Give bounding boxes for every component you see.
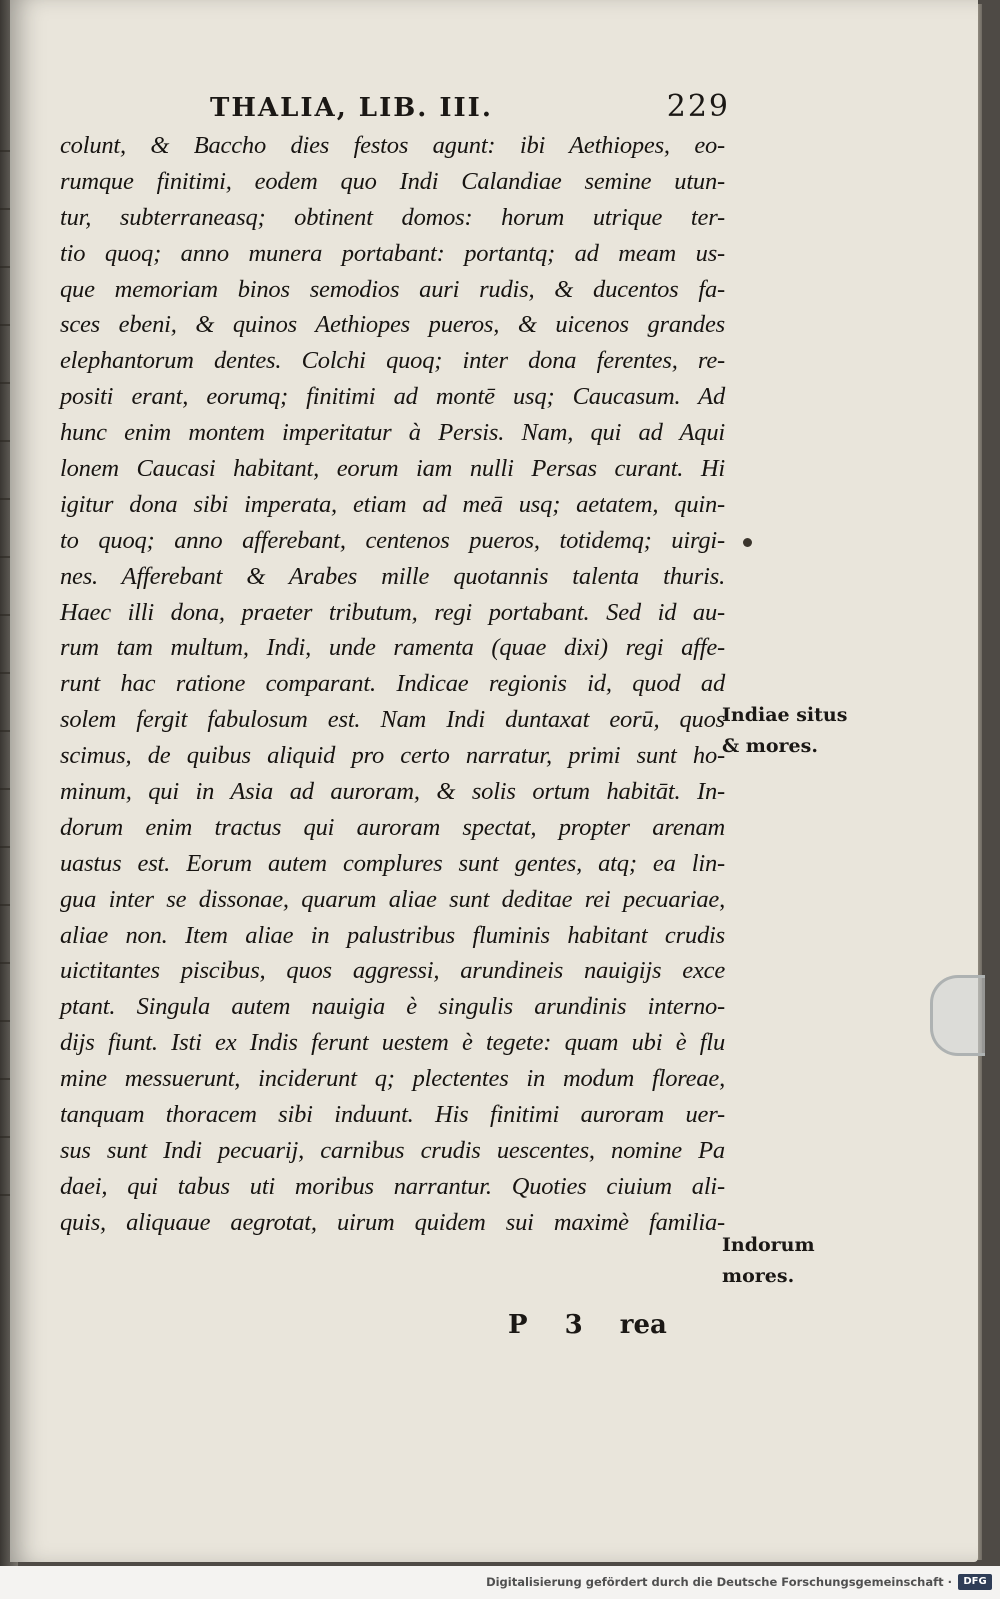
- text-line: tio quoq; anno munera portabant: portantq; ad meam us-: [60, 239, 725, 267]
- signature-mark: P 3 rea: [508, 1310, 667, 1340]
- text-line: tur, subterraneasq; obtinent domos: horum utrique ter-: [60, 203, 725, 231]
- text-line: daei, qui tabus uti moribus narrantur. Quoties ciuium ali-: [60, 1172, 725, 1200]
- text-line: runt hac ratione comparant. Indicae regionis id, quod ad: [60, 670, 725, 698]
- text-line: rum tam multum, Indi, unde ramenta (quae dixi) regi affe-: [60, 634, 725, 662]
- book-page: [10, 0, 978, 1562]
- text-line: Haec illi dona, praeter tributum, regi portabant. Sed id au-: [60, 598, 725, 626]
- text-line: quis, aliquaue aegrotat, uirum quidem sui maximè familia-: [60, 1208, 725, 1236]
- margin-note-line: & mores.: [722, 735, 818, 757]
- text-line: scimus, de quibus aliquid pro certo narratur, primi sunt ho-: [60, 742, 725, 770]
- text-line: que memoriam binos semodios auri rudis, & ducentos fa-: [60, 275, 725, 303]
- footer-bar: [0, 1566, 1000, 1599]
- text-line: minum, qui in Asia ad auroram, & solis ortum habitāt. In-: [60, 778, 725, 806]
- text-line: dorum enim tractus qui auroram spectat, propter arenam: [60, 813, 725, 841]
- text-line: sces ebeni, & quinos Aethiopes pueros, & uicenos grandes: [60, 311, 725, 339]
- text-line: to quoq; anno afferebant, centenos pueros, totidemq; uirgi-: [60, 526, 725, 554]
- text-line: nes. Afferebant & Arabes mille quotannis talenta thuris.: [60, 562, 725, 590]
- text-line: ptant. Singula autem nauigia è singulis arundinis interno-: [60, 993, 725, 1021]
- dfg-logo-icon: DFG: [958, 1574, 992, 1590]
- text-line: tanquam thoracem sibi induunt. His finitimi auroram uer-: [60, 1101, 725, 1129]
- text-line: gua inter se dissonae, quarum aliae sunt deditae rei pecuariae,: [60, 885, 725, 913]
- page-number: 229: [666, 89, 730, 124]
- page-clip: [930, 975, 985, 1056]
- text-line: elephantorum dentes. Colchi quoq; inter dona ferentes, re-: [60, 347, 725, 375]
- footer-credit: Digitalisierung gefördert durch die Deutsche Forschungsgemeinschaft ·: [486, 1575, 952, 1589]
- text-line: hunc enim montem imperitatur à Persis. Nam, qui ad Aqui: [60, 419, 725, 447]
- text-line: sus sunt Indi pecuarij, carnibus crudis uescentes, nomine Pa: [60, 1136, 725, 1164]
- text-line: lonem Caucasi habitant, eorum iam nulli Persas curant. Hi: [60, 455, 725, 483]
- margin-note-indorum: [722, 1230, 872, 1292]
- text-line: uictitantes piscibus, quos aggressi, arundineis nauigijs exce: [60, 957, 725, 985]
- body-text: [60, 128, 725, 1241]
- text-line: mine messuerunt, inciderunt q; plectentes in modum floreae,: [60, 1065, 725, 1093]
- text-line: colunt, & Baccho dies festos agunt: ibi Aethiopes, eo-: [60, 132, 725, 159]
- text-line: rumque finitimi, eodem quo Indi Calandiae semine utun-: [60, 167, 725, 195]
- text-line: dijs fiunt. Isti ex Indis ferunt uestem è tegete: quam ubi è flu: [60, 1029, 725, 1057]
- text-line: solem fergit fabulosum est. Nam Indi duntaxat eorū, quos: [60, 706, 725, 734]
- ink-spot: [743, 538, 752, 547]
- text-line: aliae non. Item aliae in palustribus fluminis habitant crudis: [60, 921, 725, 949]
- margin-note-indiae: [722, 700, 872, 762]
- text-line: uastus est. Eorum autem complures sunt gentes, atq; ea lin-: [60, 849, 725, 877]
- text-line: igitur dona sibi imperata, etiam ad meā usq; aetatem, quin-: [60, 490, 725, 518]
- page-header: [210, 89, 730, 129]
- running-title: THALIA, LIB. III.: [210, 93, 493, 123]
- text-line: positi erant, eorumq; finitimi ad montē usq; Caucasum. Ad: [60, 383, 725, 411]
- margin-note-line: mores.: [722, 1265, 795, 1287]
- margin-note-line: Indorum: [722, 1234, 815, 1256]
- margin-note-line: Indiae situs: [722, 704, 848, 726]
